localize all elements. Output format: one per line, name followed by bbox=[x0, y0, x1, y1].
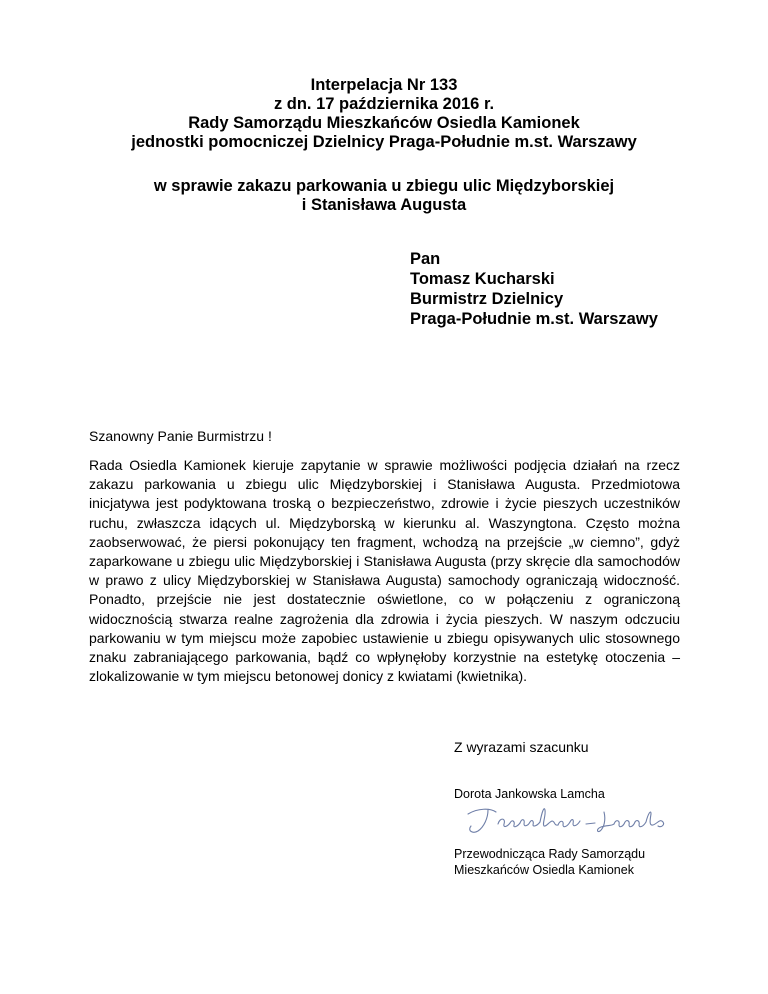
closing-phrase: Z wyrazami szacunku bbox=[454, 739, 589, 755]
council-name: Rady Samorządu Mieszkańców Osiedla Kamionek bbox=[188, 114, 580, 132]
interpellation-number: Interpelacja Nr 133 bbox=[310, 76, 458, 94]
document-subject bbox=[0, 177, 768, 215]
handwritten-signature bbox=[454, 800, 679, 846]
addressee-position: Burmistrz Dzielnicy bbox=[410, 290, 564, 308]
signer-name: Dorota Jankowska Lamcha bbox=[454, 787, 605, 801]
addressee-name: Tomasz Kucharski bbox=[410, 270, 555, 288]
council-unit: jednostki pomocniczej Dzielnicy Praga-Południe m.st. Warszawy bbox=[131, 133, 637, 151]
subject-line-1: w sprawie zakazu parkowania u zbiegu ulic Międzyborskiej bbox=[153, 177, 615, 195]
role-line-1: Przewodnicząca Rady Samorządu bbox=[454, 847, 646, 861]
addressee-district: Praga-Południe m.st. Warszawy bbox=[410, 310, 658, 328]
subject-line-2: i Stanisława Augusta bbox=[301, 196, 467, 214]
signer-role bbox=[454, 846, 645, 878]
interpellation-date: z dn. 17 października 2016 r. bbox=[273, 95, 495, 113]
body-paragraph: Rada Osiedla Kamionek kieruje zapytanie w sprawie możliwości podjęcia działań na rzecz zakazu parkowania u zbiegu ulic Międzyborskiej i Stanisława Augusta. Przedmiotowa inicjatywa jest podyktowana troską o bezpieczeństwo, zdrowie i życie pieszych uczestników ruchu, zwłaszcza idących ul. Międzyborską w kierunku al. Waszyngtona. Często można zaobserwować, że piersi pokonujący ten fragment, wchodzą na przejście „w ciemno”, gdyż zaparkowane u zbiegu ulic Międzyborskiej i Stanisława Augusta (przy skręcie dla samochodów w prawo z ulicy Międzyborskiej w Stanisława Augusta) samochody ograniczają widoczność. Ponadto, przejście nie jest dostatecznie oświetlone, co w połączeniu z ograniczoną widocznością stwarza realne zagrożenia dla zdrowia i życia pieszych. W naszym odczuciu parkowaniu w tym miejscu może zapobiec ustawienie u zbiegu opisywanych ulic stosownego znaku zabraniającego parkowania, bądź co wpłynęłoby korzystnie na estetykę otoczenia – zlokalizowanie w tym miejscu betonowej donicy z kwiatami (kwietnika). bbox=[89, 457, 680, 685]
role-line-2: Mieszkańców Osiedla Kamionek bbox=[454, 863, 634, 877]
addressee-title: Pan bbox=[410, 250, 441, 268]
salutation: Szanowny Panie Burmistrzu ! bbox=[89, 428, 272, 444]
addressee-block bbox=[410, 249, 658, 329]
document-header bbox=[0, 76, 768, 152]
